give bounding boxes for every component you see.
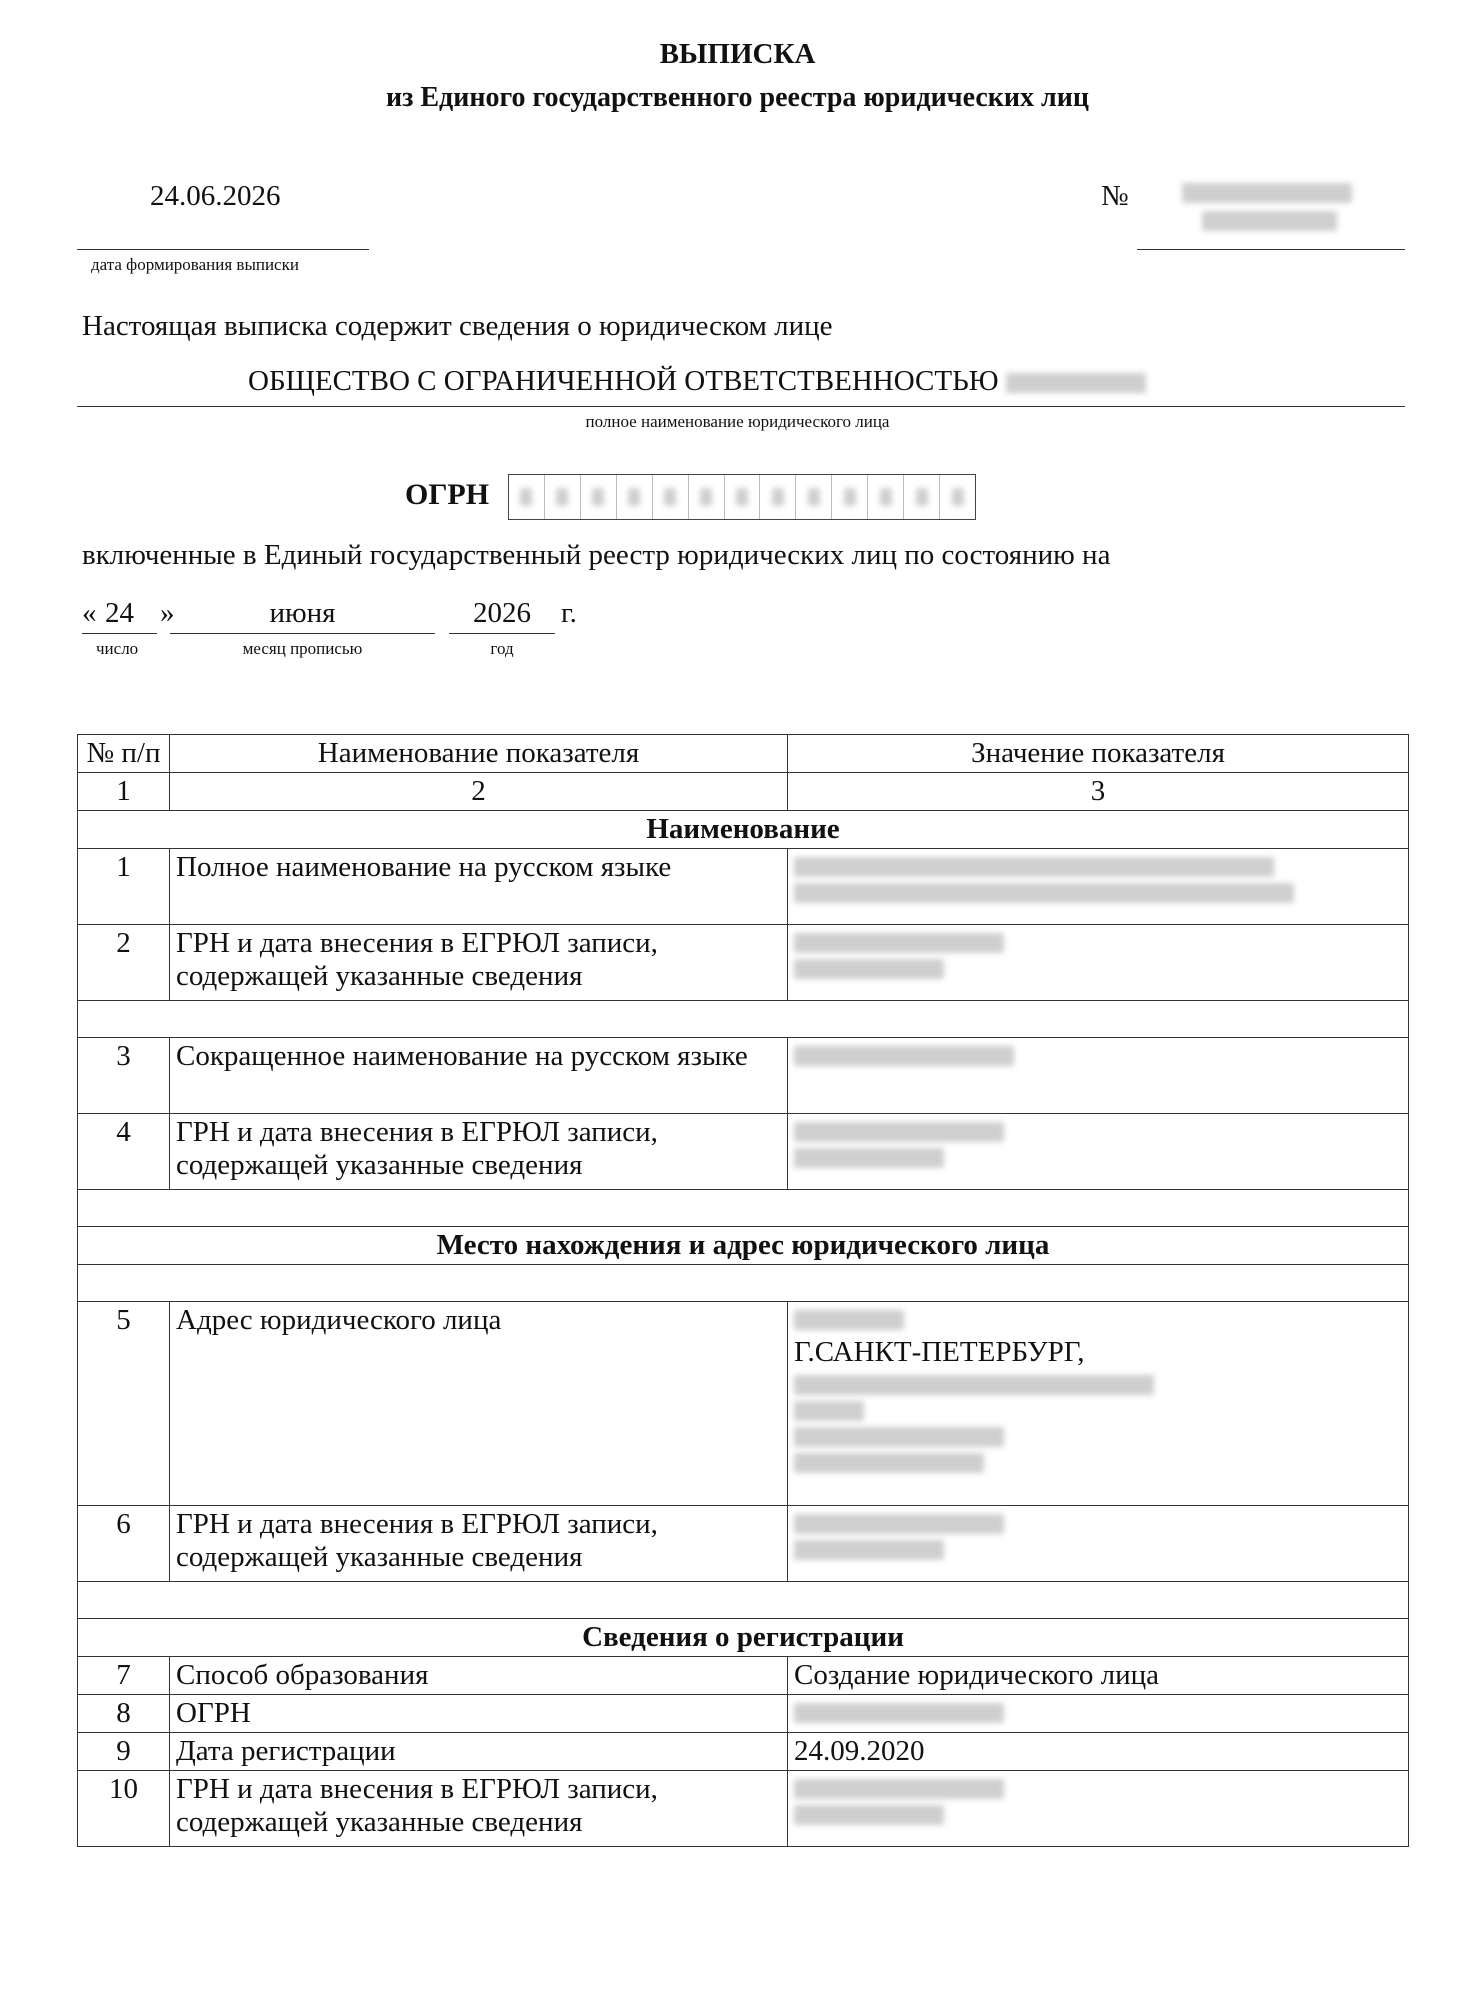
row-number: 6	[78, 1506, 170, 1582]
table-row	[78, 1695, 1409, 1733]
row-number: 5	[78, 1302, 170, 1506]
table-row	[78, 1506, 1409, 1582]
row-value: 24.09.2020	[788, 1733, 1409, 1771]
col-number: 3	[788, 773, 1409, 811]
row-label: Полное наименование на русском языке	[170, 849, 788, 925]
close-quote: »	[160, 597, 175, 629]
row-value-redacted	[788, 1114, 1409, 1190]
table-row	[78, 925, 1409, 1001]
row-label: ГРН и дата внесения в ЕГРЮЛ записи, содержащей указанные сведения	[170, 1506, 788, 1582]
header-cell: Наименование показателя	[170, 735, 788, 773]
number-label: №	[1101, 180, 1129, 212]
row-number: 8	[78, 1695, 170, 1733]
row-value: Создание юридического лица	[788, 1657, 1409, 1695]
column-number-row	[78, 773, 1409, 811]
address-value	[788, 1302, 1409, 1506]
section-address: Место нахождения и адрес юридического лица	[78, 1227, 1409, 1265]
section-row	[78, 811, 1409, 849]
row-label: Адрес юридического лица	[170, 1302, 788, 1506]
section-name: Наименование	[78, 811, 1409, 849]
extract-number-redacted	[1182, 183, 1352, 231]
entity-name-redacted	[1006, 373, 1146, 393]
open-quote: «	[82, 597, 97, 629]
year-suffix: г.	[561, 597, 577, 629]
table-row	[78, 1038, 1409, 1114]
year-caption: год	[490, 639, 514, 658]
table-row	[78, 849, 1409, 925]
row-number: 9	[78, 1733, 170, 1771]
row-value-redacted	[788, 925, 1409, 1001]
row-value-redacted	[788, 1038, 1409, 1114]
section-row	[78, 1619, 1409, 1657]
issue-date: 24.06.2026	[150, 180, 281, 212]
row-label: Сокращенное наименование на русском языке	[170, 1038, 788, 1114]
section-row	[78, 1227, 1409, 1265]
empty-row	[78, 1265, 1409, 1302]
row-label: Дата регистрации	[170, 1733, 788, 1771]
as-of-year: 2026	[473, 597, 531, 629]
as-of-month: июня	[269, 597, 336, 629]
row-label: ОГРН	[170, 1695, 788, 1733]
address-city: Г.САНКТ-ПЕТЕРБУРГ,	[794, 1336, 1085, 1368]
ogrn-label: ОГРН	[405, 478, 490, 511]
table-row	[78, 1657, 1409, 1695]
empty-row	[78, 1582, 1409, 1619]
row-number: 1	[78, 849, 170, 925]
row-value-redacted	[788, 1506, 1409, 1582]
row-label: ГРН и дата внесения в ЕГРЮЛ записи, содержащей указанные сведения	[170, 925, 788, 1001]
entity-caption: полное наименование юридического лица	[585, 412, 890, 431]
row-number: 3	[78, 1038, 170, 1114]
col-number: 2	[170, 773, 788, 811]
row-value-redacted	[788, 849, 1409, 925]
table-row	[78, 1771, 1409, 1847]
row-label: ГРН и дата внесения в ЕГРЮЛ записи, содержащей указанные сведения	[170, 1771, 788, 1847]
empty-row	[78, 1001, 1409, 1038]
ogrn-boxes	[508, 474, 976, 520]
included-text: включенные в Единый государственный реестр юридических лиц по состоянию на	[82, 539, 1111, 571]
header-cell: № п/п	[78, 735, 170, 773]
table-header-row	[78, 735, 1409, 773]
entity-name	[248, 365, 1146, 398]
intro-text: Настоящая выписка содержит сведения о юридическом лице	[82, 310, 833, 342]
row-value-redacted	[788, 1771, 1409, 1847]
egrul-table	[77, 734, 1409, 1847]
col-number: 1	[78, 773, 170, 811]
document-title: ВЫПИСКА	[659, 38, 816, 70]
row-value-redacted	[788, 1695, 1409, 1733]
row-label: ГРН и дата внесения в ЕГРЮЛ записи, содержащей указанные сведения	[170, 1114, 788, 1190]
table-row	[78, 1733, 1409, 1771]
table-row	[78, 1114, 1409, 1190]
entity-name-text: ОБЩЕСТВО С ОГРАНИЧЕННОЙ ОТВЕТСТВЕННОСТЬЮ	[248, 365, 999, 397]
row-number: 2	[78, 925, 170, 1001]
document-subtitle: из Единого государственного реестра юридических лиц	[385, 82, 1090, 113]
header-cell: Значение показателя	[788, 735, 1409, 773]
row-label: Способ образования	[170, 1657, 788, 1695]
row-number: 4	[78, 1114, 170, 1190]
table-row	[78, 1302, 1409, 1506]
empty-row	[78, 1190, 1409, 1227]
day-caption: число	[96, 639, 139, 658]
row-number: 7	[78, 1657, 170, 1695]
month-caption: месяц прописью	[242, 639, 363, 658]
as-of-day: 24	[105, 597, 134, 629]
section-registration: Сведения о регистрации	[78, 1619, 1409, 1657]
date-caption: дата формирования выписки	[91, 255, 299, 274]
row-number: 10	[78, 1771, 170, 1847]
